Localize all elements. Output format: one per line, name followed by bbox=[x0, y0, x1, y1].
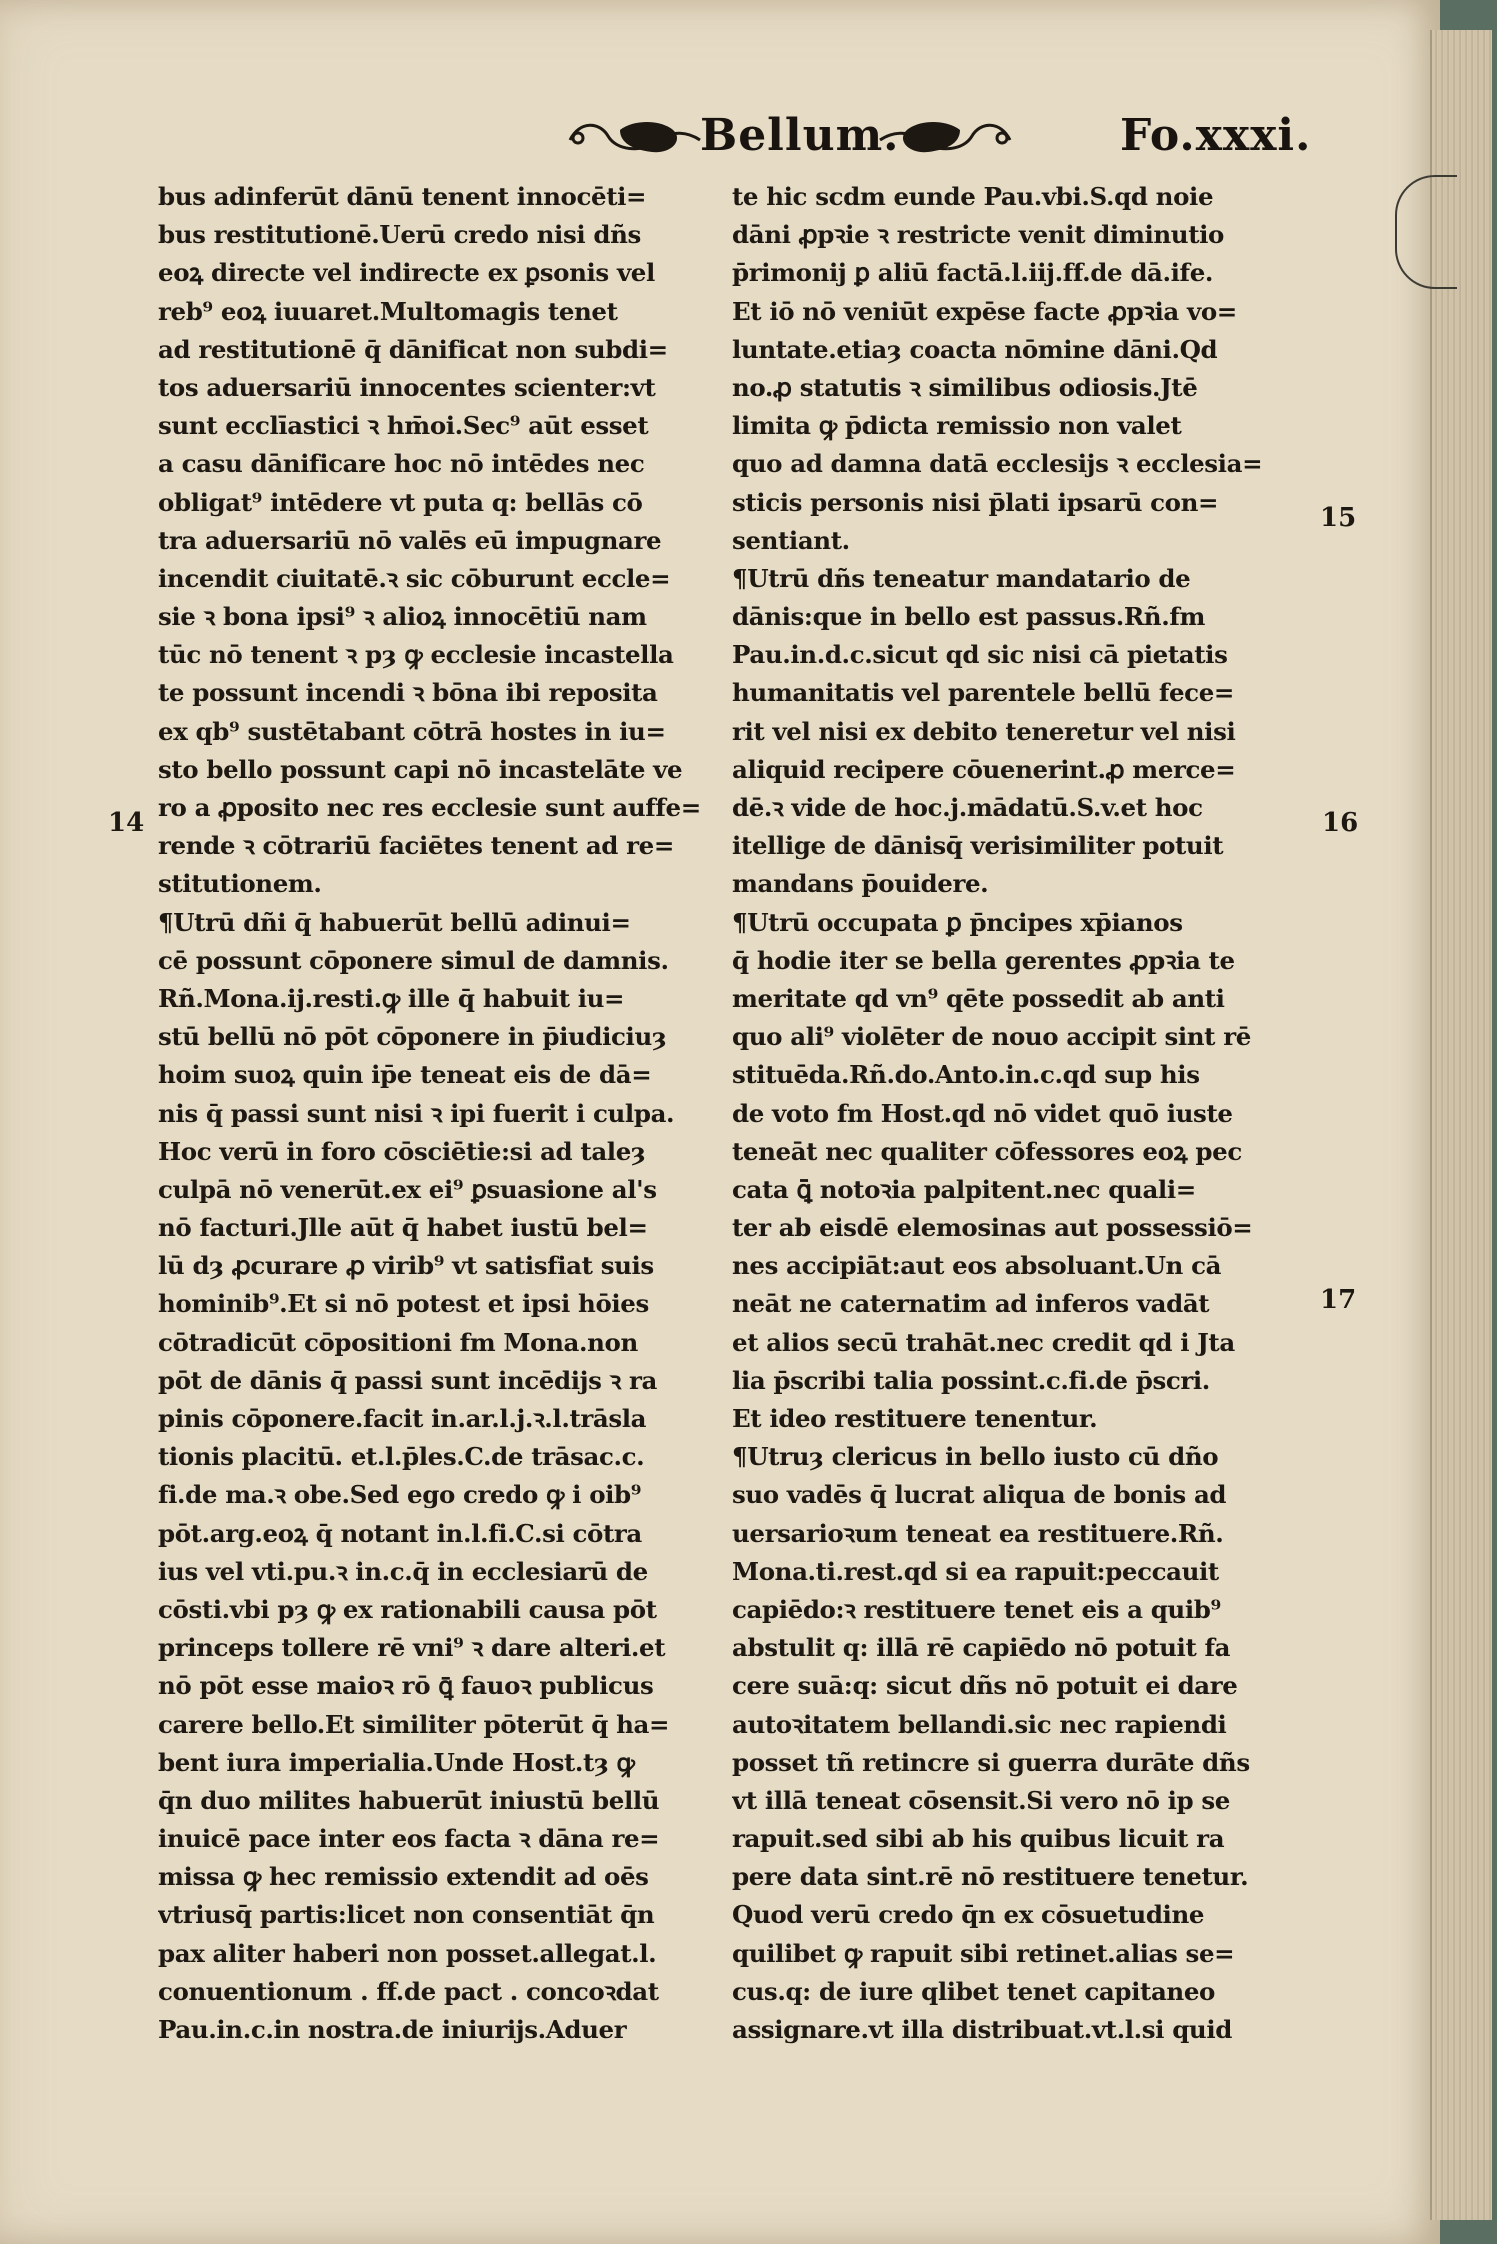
text-line: lia p̄scribi talia possint.c.fi.de p̄scri. bbox=[732, 1365, 1210, 1395]
text-line: ¶Utrū dñi q̄ habuerūt bellū adinui= bbox=[158, 907, 631, 937]
text-line: assignare.vt illa distribuat.vt.l.si quid bbox=[732, 2015, 1232, 2044]
text-line: ¶Utruȝ clericus in bello iusto cū dño bbox=[732, 1442, 1219, 1472]
text-line: dē.ꝛ vide de hoc.j.mādatū.S.v.et hoc bbox=[732, 793, 1203, 822]
margin-number-16: 16 bbox=[1322, 808, 1359, 838]
text-line: itellige de dānisq̄ verisimiliter potuit bbox=[732, 831, 1224, 861]
text-line: pōt de dānis q̄ passi sunt incēdijs ꝛ ra bbox=[158, 1365, 657, 1395]
text-line: te hic scdm eunde Pau.vbi.S.qd noie bbox=[732, 182, 1214, 211]
text-line: teneāt nec qualiter cōfessores eoꝝ pec bbox=[732, 1136, 1242, 1166]
text-line: cus.q: de iure qlibet tenet capitaneo bbox=[732, 1976, 1215, 2006]
text-line: aliquid recipere cōuenerint.ꝓ merce= bbox=[732, 754, 1236, 784]
text-line: dānis:que in bello est passus.Rñ.fm bbox=[732, 602, 1205, 632]
right-text-column bbox=[732, 178, 1310, 2049]
text-line: rit vel nisi ex debito teneretur vel nisi bbox=[732, 716, 1236, 746]
text-line: tos aduersariū innocentes scienter:vt bbox=[158, 372, 656, 402]
text-line: eoꝝ directe vel indirecte ex ꝑsonis vel bbox=[158, 258, 655, 288]
text-line: q̄ hodie iter se bella gerentes ꝓpꝛia te bbox=[732, 945, 1235, 975]
text-line: nis q̄ passi sunt nisi ꝛ ipi fuerit i culpa. bbox=[158, 1098, 675, 1128]
text-line: humanitatis vel parentele bellū fece= bbox=[732, 678, 1235, 708]
text-line: pōt.arg.eoꝝ q̄ notant in.l.fi.C.si cōtra bbox=[158, 1518, 642, 1548]
text-line: tūc nō tenent ꝛ pȝ ꝙ ecclesie incastella bbox=[158, 640, 674, 670]
right-fleuron-ornament-icon bbox=[870, 110, 1020, 162]
margin-number-15: 15 bbox=[1320, 503, 1357, 533]
left-fleuron-ornament-icon bbox=[560, 110, 710, 162]
text-line: p̄rimonij ꝑ aliū factā.l.iij.ff.de dā.ife. bbox=[732, 258, 1214, 288]
text-line: stituēda.Rñ.do.Anto.in.c.qd sup his bbox=[732, 1060, 1200, 1090]
text-line: bus adinferūt dānū tenent innocēti= bbox=[158, 182, 647, 211]
text-line: quo ali⁹ violēter de nouo accipit sint rē bbox=[732, 1022, 1251, 1052]
text-line: cata ꝗ̄ notoꝛia palpitent.nec quali= bbox=[732, 1174, 1196, 1204]
text-line: pinis cōponere.facit in.ar.l.j.ꝛ.l.trāsla bbox=[158, 1404, 647, 1433]
text-line: conuentionum . ff.de pact . concoꝛdat bbox=[158, 1976, 659, 2006]
text-line: lū dȝ ꝓcurare ꝓ virib⁹ vt satisfiat suis bbox=[158, 1251, 654, 1281]
text-line: limita ꝙ p̄dicta remissio non valet bbox=[732, 411, 1182, 441]
text-line: fi.de ma.ꝛ obe.Sed ego credo ꝙ i oib⁹ bbox=[158, 1480, 642, 1510]
text-line: uersarioꝛum teneat ea restituere.Rñ. bbox=[732, 1518, 1224, 1548]
text-line: rende ꝛ cōtrariū faciētes tenent ad re= bbox=[158, 831, 674, 861]
text-line: reb⁹ eoꝝ iuuaret.Multomagis tenet bbox=[158, 296, 618, 326]
text-line: nes accipiāt:aut eos absoluant.Un cā bbox=[732, 1251, 1222, 1281]
text-line: Hoc verū in foro cōsciētie:si ad taleȝ bbox=[158, 1136, 646, 1166]
text-line: sie ꝛ bona ipsi⁹ ꝛ alioꝝ innocētiū nam bbox=[158, 602, 647, 632]
text-line: stitutionem. bbox=[158, 869, 322, 899]
text-line: ter ab eisdē elemosinas aut possessiō= bbox=[732, 1213, 1253, 1243]
text-line: meritate qd vn⁹ qēte possedit ab anti bbox=[732, 983, 1225, 1013]
text-line: abstulit q: illā rē capiēdo nō potuit fa bbox=[732, 1633, 1231, 1663]
text-line: Rñ.Mona.ij.resti.ꝙ ille q̄ habuit iu= bbox=[158, 983, 625, 1013]
text-line: sentiant. bbox=[732, 525, 850, 555]
text-line: cōsti.vbi pȝ ꝙ ex rationabili causa pōt bbox=[158, 1594, 657, 1624]
text-line: dāni ꝓpꝛie ꝛ restricte venit diminutio bbox=[732, 220, 1224, 250]
text-line: posset tñ retincre si guerra durāte dñs bbox=[732, 1747, 1250, 1777]
text-line: et alios secū trahāt.nec credit qd i Jta bbox=[732, 1327, 1235, 1357]
text-line: nō pōt esse maioꝛ rō ꝗ̄ fauoꝛ publicus bbox=[158, 1671, 654, 1701]
text-line: quilibet ꝙ rapuit sibi retinet.alias se= bbox=[732, 1938, 1235, 1968]
text-line: sunt ecclīastici ꝛ hm̄oi.Sec⁹ aūt esset bbox=[158, 411, 649, 441]
text-line: Et iō nō veniūt expēse facte ꝓpꝛia vo= bbox=[732, 296, 1237, 326]
text-line: q̄n duo milites habuerūt iniustū bellū bbox=[158, 1785, 660, 1815]
text-line: cē possunt cōponere simul de damnis. bbox=[158, 945, 669, 975]
text-line: te possunt incendi ꝛ bōna ibi reposita bbox=[158, 678, 658, 708]
page-edges bbox=[1430, 30, 1492, 2220]
text-line: incendit ciuitatē.ꝛ sic cōburunt eccle= bbox=[158, 563, 671, 593]
text-line: stū bellū nō pōt cōponere in p̄iudiciuȝ bbox=[158, 1022, 667, 1052]
text-line: cere suā:q: sicut dñs nō potuit ei dare bbox=[732, 1671, 1238, 1701]
text-line: ro a ꝓposito nec res ecclesie sunt auffe= bbox=[158, 793, 701, 822]
left-text-column bbox=[158, 178, 733, 2049]
text-line: sticis personis nisi p̄lati ipsarū con= bbox=[732, 487, 1219, 517]
text-line: bent iura imperialia.Unde Host.tȝ ꝙ bbox=[158, 1747, 635, 1777]
text-line: pax aliter haberi non posset.allegat.l. bbox=[158, 1938, 657, 1968]
text-line: luntate.etiaȝ coacta nōmine dāni.Qd bbox=[732, 334, 1218, 364]
margin-number-14: 14 bbox=[108, 808, 145, 838]
running-title: Bellum. bbox=[700, 110, 900, 161]
text-line: de voto fm Host.qd nō videt quō iuste bbox=[732, 1098, 1233, 1128]
text-line: ¶Utrū dñs teneatur mandatario de bbox=[732, 563, 1191, 593]
text-line: no.ꝓ statutis ꝛ similibus odiosis.Jtē bbox=[732, 372, 1198, 402]
text-line: quo ad damna datā ecclesijs ꝛ ecclesia= bbox=[732, 449, 1263, 479]
text-line: hominib⁹.Et si nō potest et ipsi hōies bbox=[158, 1289, 649, 1319]
text-line: tra aduersariū nō valēs eū impugnare bbox=[158, 525, 662, 555]
text-line: suo vadēs q̄ lucrat aliqua de bonis ad bbox=[732, 1480, 1227, 1510]
text-line: nō facturi.Jlle aūt q̄ habet iustū bel= bbox=[158, 1213, 648, 1243]
text-line: hoim suoꝝ quin ip̄e teneat eis de dā= bbox=[158, 1060, 652, 1090]
text-line: Pau.in.c.in nostra.de iniurijs.Aduer bbox=[158, 2015, 627, 2044]
text-line: bus restitutionē.Uerū credo nisi dñs bbox=[158, 220, 641, 250]
text-line: ius vel vti.pu.ꝛ in.c.q̄ in ecclesiarū de bbox=[158, 1556, 648, 1586]
text-line: rapuit.sed sibi ab his quibus licuit ra bbox=[732, 1824, 1225, 1854]
text-line: autoꝛitatem bellandi.sic nec rapiendi bbox=[732, 1709, 1227, 1739]
text-line: Pau.in.d.c.sicut qd sic nisi cā pietatis bbox=[732, 640, 1228, 670]
text-line: Quod verū credo q̄n ex cōsuetudine bbox=[732, 1900, 1205, 1930]
text-line: inuicē pace inter eos facta ꝛ dāna re= bbox=[158, 1824, 660, 1854]
page-tab-mark bbox=[1395, 175, 1457, 289]
text-line: a casu dānificare hoc nō intēdes nec bbox=[158, 449, 645, 479]
text-line: neāt ne caternatim ad inferos vadāt bbox=[732, 1289, 1210, 1319]
text-line: obligat⁹ intēdere vt puta q: bellās cō bbox=[158, 487, 643, 517]
margin-number-17: 17 bbox=[1320, 1285, 1357, 1315]
text-line: ¶Utrū occupata ꝑ p̄ncipes xp̄ianos bbox=[732, 907, 1183, 937]
text-line: mandans p̄ouidere. bbox=[732, 869, 989, 899]
text-line: missa ꝙ hec remissio extendit ad oēs bbox=[158, 1862, 649, 1892]
text-line: ad restitutionē q̄ dānificat non subdi= bbox=[158, 334, 668, 364]
text-line: princeps tollere rē vni⁹ ꝛ dare alteri.et bbox=[158, 1633, 666, 1663]
text-line: Mona.ti.rest.qd si ea rapuit:peccauit bbox=[732, 1556, 1219, 1586]
text-line: vtriusq̄ partis:licet non consentiāt q̄n bbox=[158, 1900, 655, 1930]
text-line: culpā nō venerūt.ex ei⁹ ꝑsuasione al's bbox=[158, 1174, 657, 1204]
text-line: tionis placitū. et.l.p̄les.C.de trāsac.c. bbox=[158, 1442, 645, 1472]
text-line: carere bello.Et similiter pōterūt q̄ ha= bbox=[158, 1709, 670, 1739]
text-line: vt illā teneat cōsensit.Si vero nō ip se bbox=[732, 1785, 1230, 1815]
folio-number: Fo.xxxi. bbox=[1120, 110, 1312, 161]
text-line: pere data sint.rē nō restituere tenetur. bbox=[732, 1862, 1249, 1892]
text-line: cōtradicūt cōpositioni fm Mona.non bbox=[158, 1327, 638, 1357]
text-line: ex qb⁹ sustētabant cōtrā hostes in iu= bbox=[158, 716, 666, 746]
text-line: sto bello possunt capi nō incastelāte ve bbox=[158, 754, 683, 784]
text-line: capiēdo:ꝛ restituere tenet eis a quib⁹ bbox=[732, 1594, 1221, 1624]
text-line: Et ideo restituere tenentur. bbox=[732, 1404, 1098, 1433]
